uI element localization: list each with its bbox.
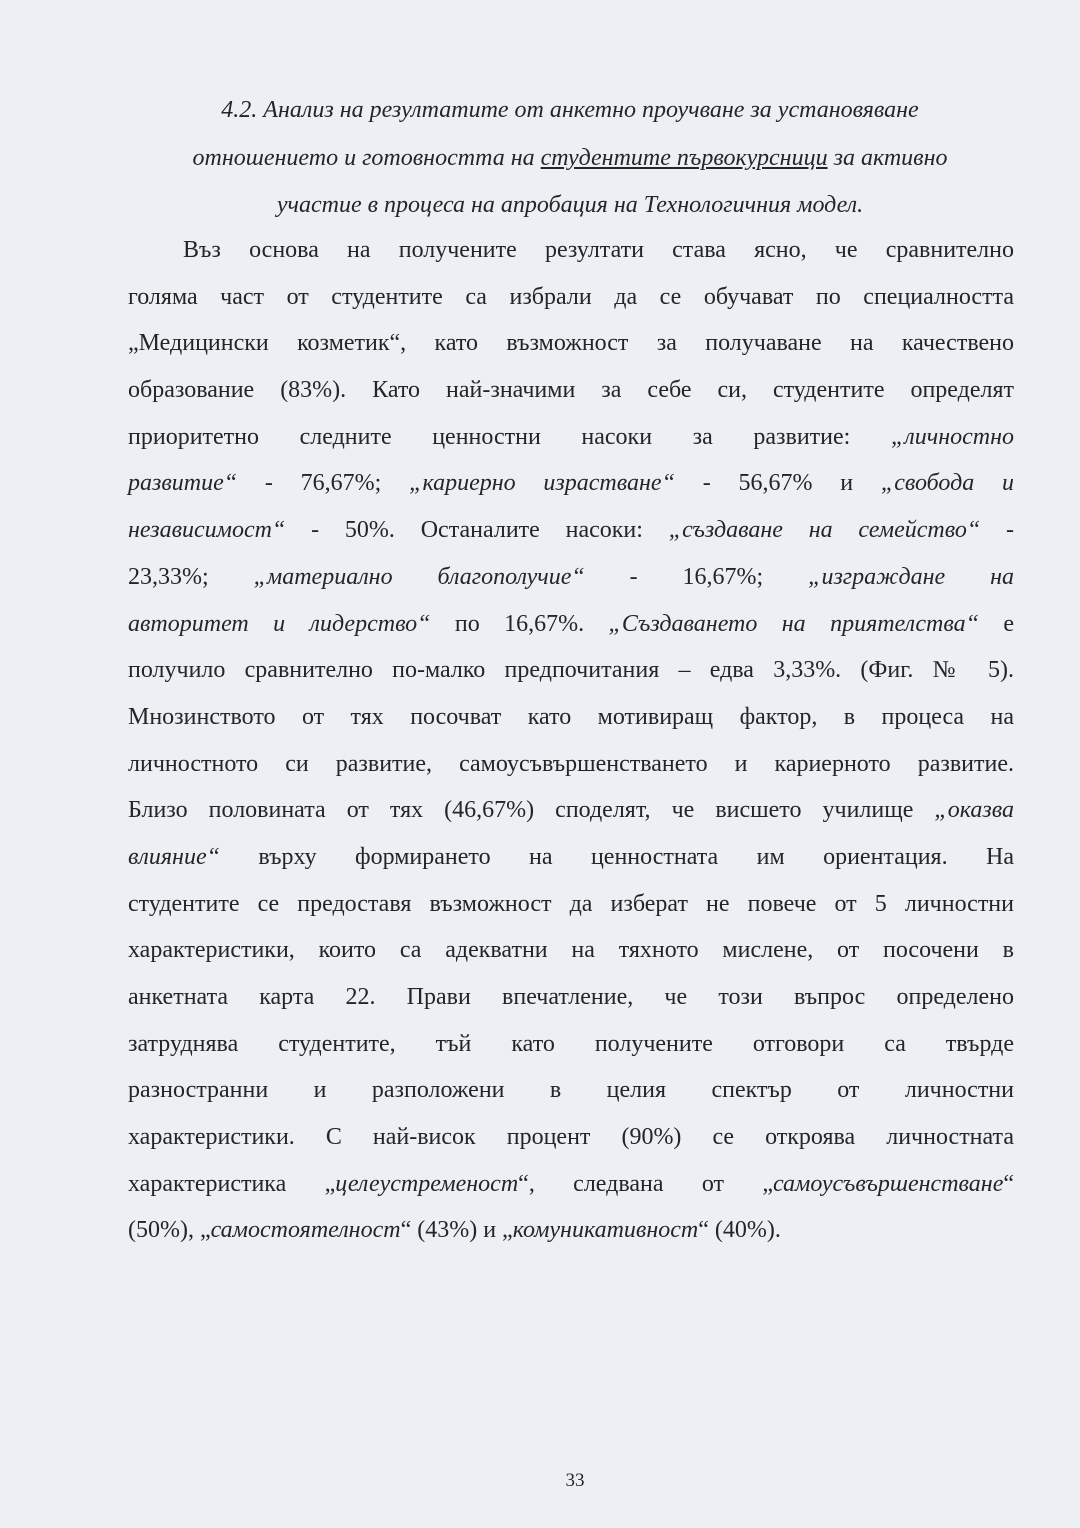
text: характеристики. С най-висок процент (90%) се откроява личностната [128, 1124, 1014, 1151]
italic-text: независимост“ [128, 517, 286, 544]
section-heading-line-3: участие в процеса на апробация на Технологичния модел. [276, 192, 864, 218]
italic-text: „изграждане на [808, 563, 1014, 590]
text: - 76,67%; [237, 470, 410, 497]
heading-text: отношението и готовността на [192, 145, 541, 171]
italic-text: „кариерно израстване“ [409, 470, 675, 497]
text-line [128, 888, 1014, 935]
italic-text: „оказва [934, 797, 1014, 824]
text-line [128, 1214, 1014, 1261]
text-line [128, 608, 1014, 655]
text-line [128, 1168, 1014, 1215]
text-line [128, 701, 1014, 748]
text: по 16,67%. [430, 610, 609, 637]
text-line [128, 981, 1014, 1028]
text: е [978, 610, 1014, 637]
text-line [128, 561, 1014, 608]
text-line [128, 1074, 1014, 1121]
text: “ (43%) и „ [400, 1217, 513, 1244]
italic-text: „създаване на семейство“ [668, 517, 981, 544]
text: „Медицински козметик“, като възможност за получаване на качествено [128, 330, 1014, 357]
section-heading-line-2 [100, 143, 1040, 173]
text-line [128, 327, 1014, 374]
text: студентите се предоставя възможност да изберат не повече от 5 личностни [128, 890, 1014, 917]
text-line [128, 281, 1014, 328]
italic-text: комуникативност [512, 1217, 699, 1244]
italic-text: „личностно [890, 423, 1014, 450]
text: Близо половината от тях (46,67%) споделят, че висшето училище [128, 797, 935, 824]
text: личностното си развитие, самоусъвършенстването и кариерното развитие. [128, 750, 1014, 777]
section-heading-line-1: 4.2. Анализ на резултатите от анкетно проучване за установяване [221, 97, 919, 123]
text-line [128, 1121, 1014, 1168]
text: 23,33%; [128, 563, 254, 590]
text-line [128, 1028, 1014, 1075]
text: анкетната карта 22. Прави впечатление, че този въпрос определено [128, 984, 1014, 1010]
text-line [128, 467, 1014, 514]
text: върху формирането на ценностната им ориентация. На [219, 843, 1014, 870]
text: Въз основа на получените резултати става ясно, че сравнително [183, 237, 1014, 263]
text: образование (83%). Като най-значими за себе си, студентите определят [128, 377, 1014, 404]
text: голяма част от студентите са избрали да се обучават по специалността [128, 283, 1014, 310]
text: - 50%. Останалите насоки: [285, 517, 669, 544]
italic-text: самоусъвършенстване [773, 1170, 1004, 1197]
text-line [128, 421, 1014, 468]
heading-underlined-text: студентите първокурсници [540, 145, 828, 171]
text: приоритетно следните ценностни насоки за развитие: [128, 423, 891, 450]
text-line [128, 234, 1014, 281]
italic-text: самостоятелност [210, 1217, 401, 1244]
text: получило сравнително по-малко предпочитания – едва 3,33%. (Фиг. № 5). [128, 657, 1014, 684]
text-line [128, 654, 1014, 701]
page-number: 33 [565, 1470, 585, 1491]
text: разностранни и разположени в целия спектър от личностни [128, 1077, 1014, 1104]
text: - [980, 517, 1014, 544]
italic-text: „Създаването на приятелства“ [608, 610, 979, 637]
text: Мнозинството от тях посочват като мотивиращ фактор, в процеса на [128, 703, 1014, 730]
body-paragraph [128, 234, 1014, 1261]
text: “ (40%). [698, 1217, 781, 1244]
italic-text: развитие“ [128, 470, 238, 497]
text-line [128, 841, 1014, 888]
text: - 56,67% и [674, 470, 881, 497]
italic-text: „материално благополучие“ [253, 563, 585, 590]
text: “, следвана от „ [518, 1170, 773, 1197]
italic-text: „свобода и [880, 470, 1015, 497]
text-line [128, 934, 1014, 981]
text: (50%), „ [128, 1217, 211, 1244]
text: - 16,67%; [584, 563, 809, 590]
italic-text: влияние“ [128, 843, 220, 870]
text: “ [1003, 1170, 1014, 1197]
italic-text: авторитет и лидерство“ [128, 610, 431, 637]
text: характеристики, които са адекватни на тяхното мислене, от посочени в [128, 937, 1014, 964]
text: затруднява студентите, тъй като получените отговори са твърде [128, 1030, 1014, 1057]
italic-text: целеустременост [335, 1170, 519, 1197]
text: характеристика „ [128, 1170, 336, 1197]
text-line [128, 374, 1014, 421]
heading-text: за активно [827, 145, 948, 171]
text-line [128, 748, 1014, 795]
text-line [128, 514, 1014, 561]
text-line [128, 794, 1014, 841]
